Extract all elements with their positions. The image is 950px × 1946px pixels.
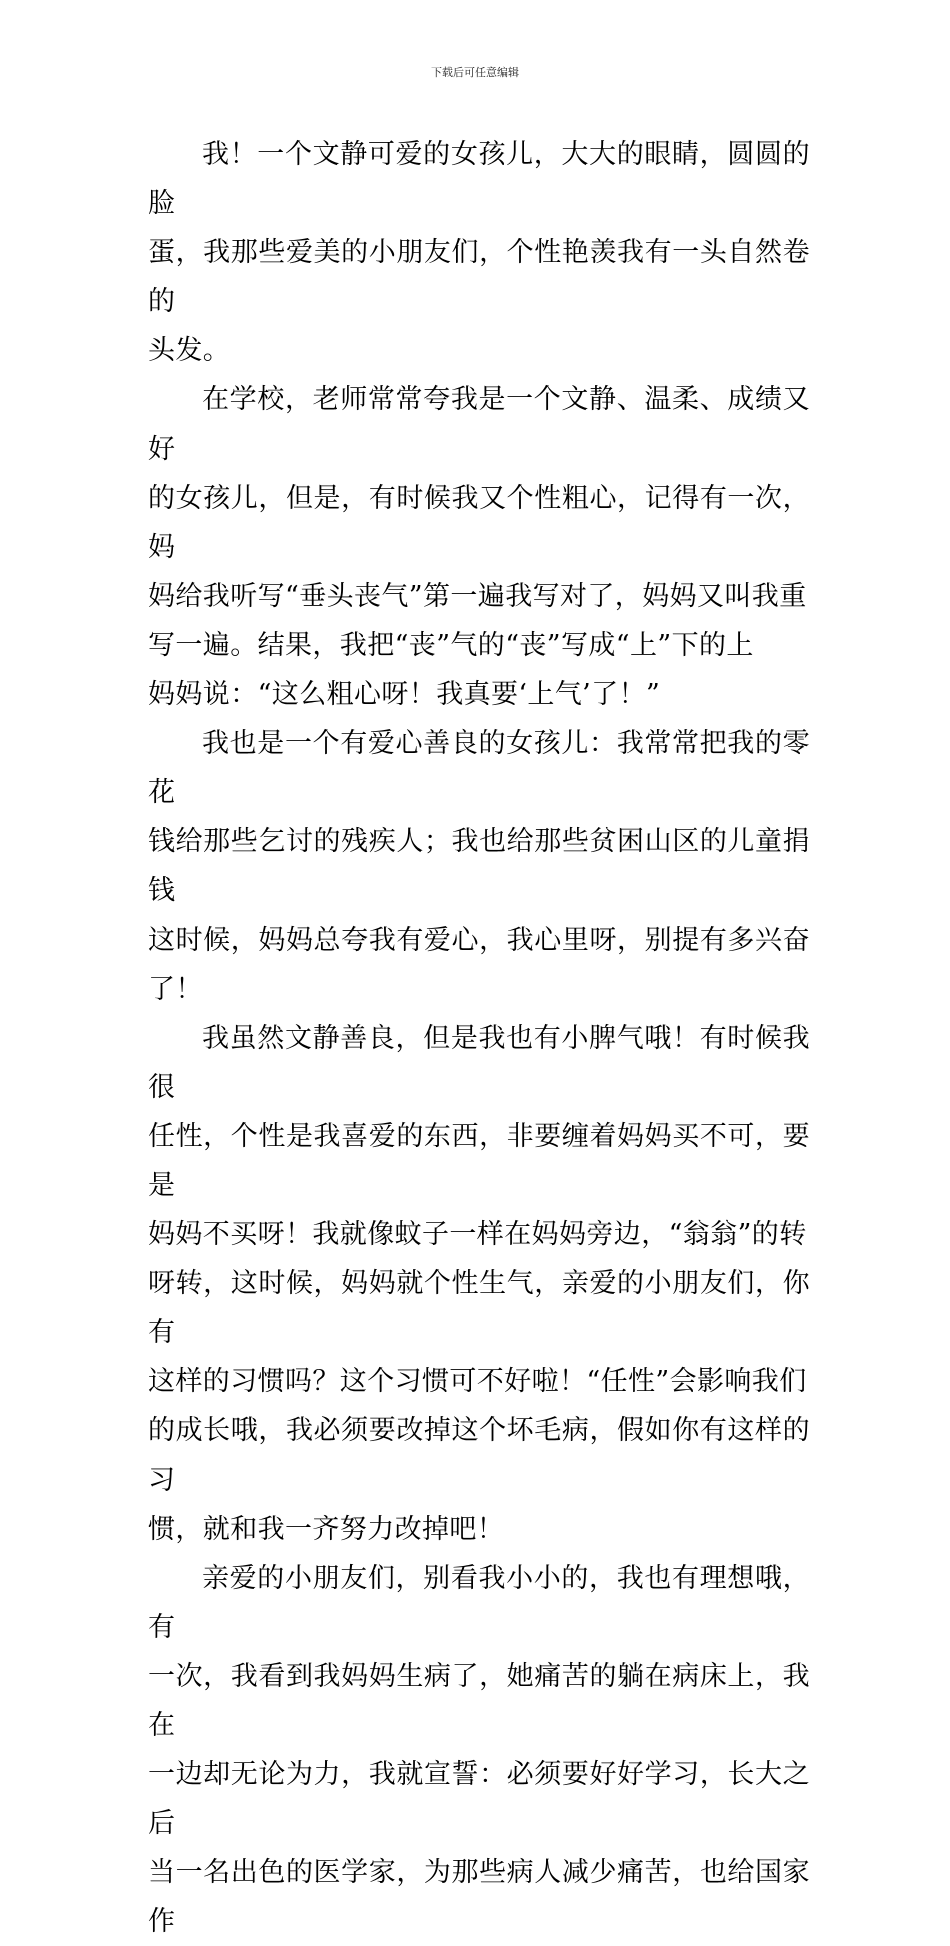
document-body: [148, 130, 810, 1946]
paragraph-4: 我虽然文静善良，但是我也有小脾气哦！有时候我很 任性，个性是我喜爱的东西，非要缠着妈妈买不可，要是 妈妈不买呀！我就像蚊子一样在妈妈旁边，“翁翁”的转 呀转，这时候，妈妈就个性生气，亲爱的小朋友们，你有 这样的习惯吗？这个习惯可不好啦！“任性”会影响我们 的成长哦，我必须要改掉这个坏毛病，假如你有这样的习 惯，就和我一齐努力改掉吧！: [148, 1022, 810, 1545]
paragraph-2: 在学校，老师常常夸我是一个文静、温柔、成绩又好 的女孩儿，但是，有时候我又个性粗心，记得有一次，妈 妈给我听写“垂头丧气”第一遍我写对了，妈妈又叫我重 写一遍。结果，我把“丧”气的“丧”写成“上”下的上 妈妈说：“这么粗心呀！我真要‘上气’了！”: [148, 384, 810, 711]
paragraph-1: 我！一个文静可爱的女孩儿，大大的眼睛，圆圆的脸 蛋，我那些爱美的小朋友们，个性艳羡我有一头自然卷的 头发。: [148, 139, 810, 367]
page-header: 下载后可任意编辑: [431, 66, 519, 79]
paragraph-3: 我也是一个有爱心善良的女孩儿：我常常把我的零花 钱给那些乞讨的残疾人；我也给那些贫困山区的儿童捐钱 这时候，妈妈总夸我有爱心，我心里呀，别提有多兴奋了！: [148, 728, 810, 1005]
paragraph-5: 亲爱的小朋友们，别看我小小的，我也有理想哦，有 一次，我看到我妈妈生病了，她痛苦的躺在病床上，我在 一边却无论为力，我就宣誓：必须要好好学习，长大之后 当一名出色的医学家，为那些病人减少痛苦，也给国家作: [148, 1562, 810, 1938]
